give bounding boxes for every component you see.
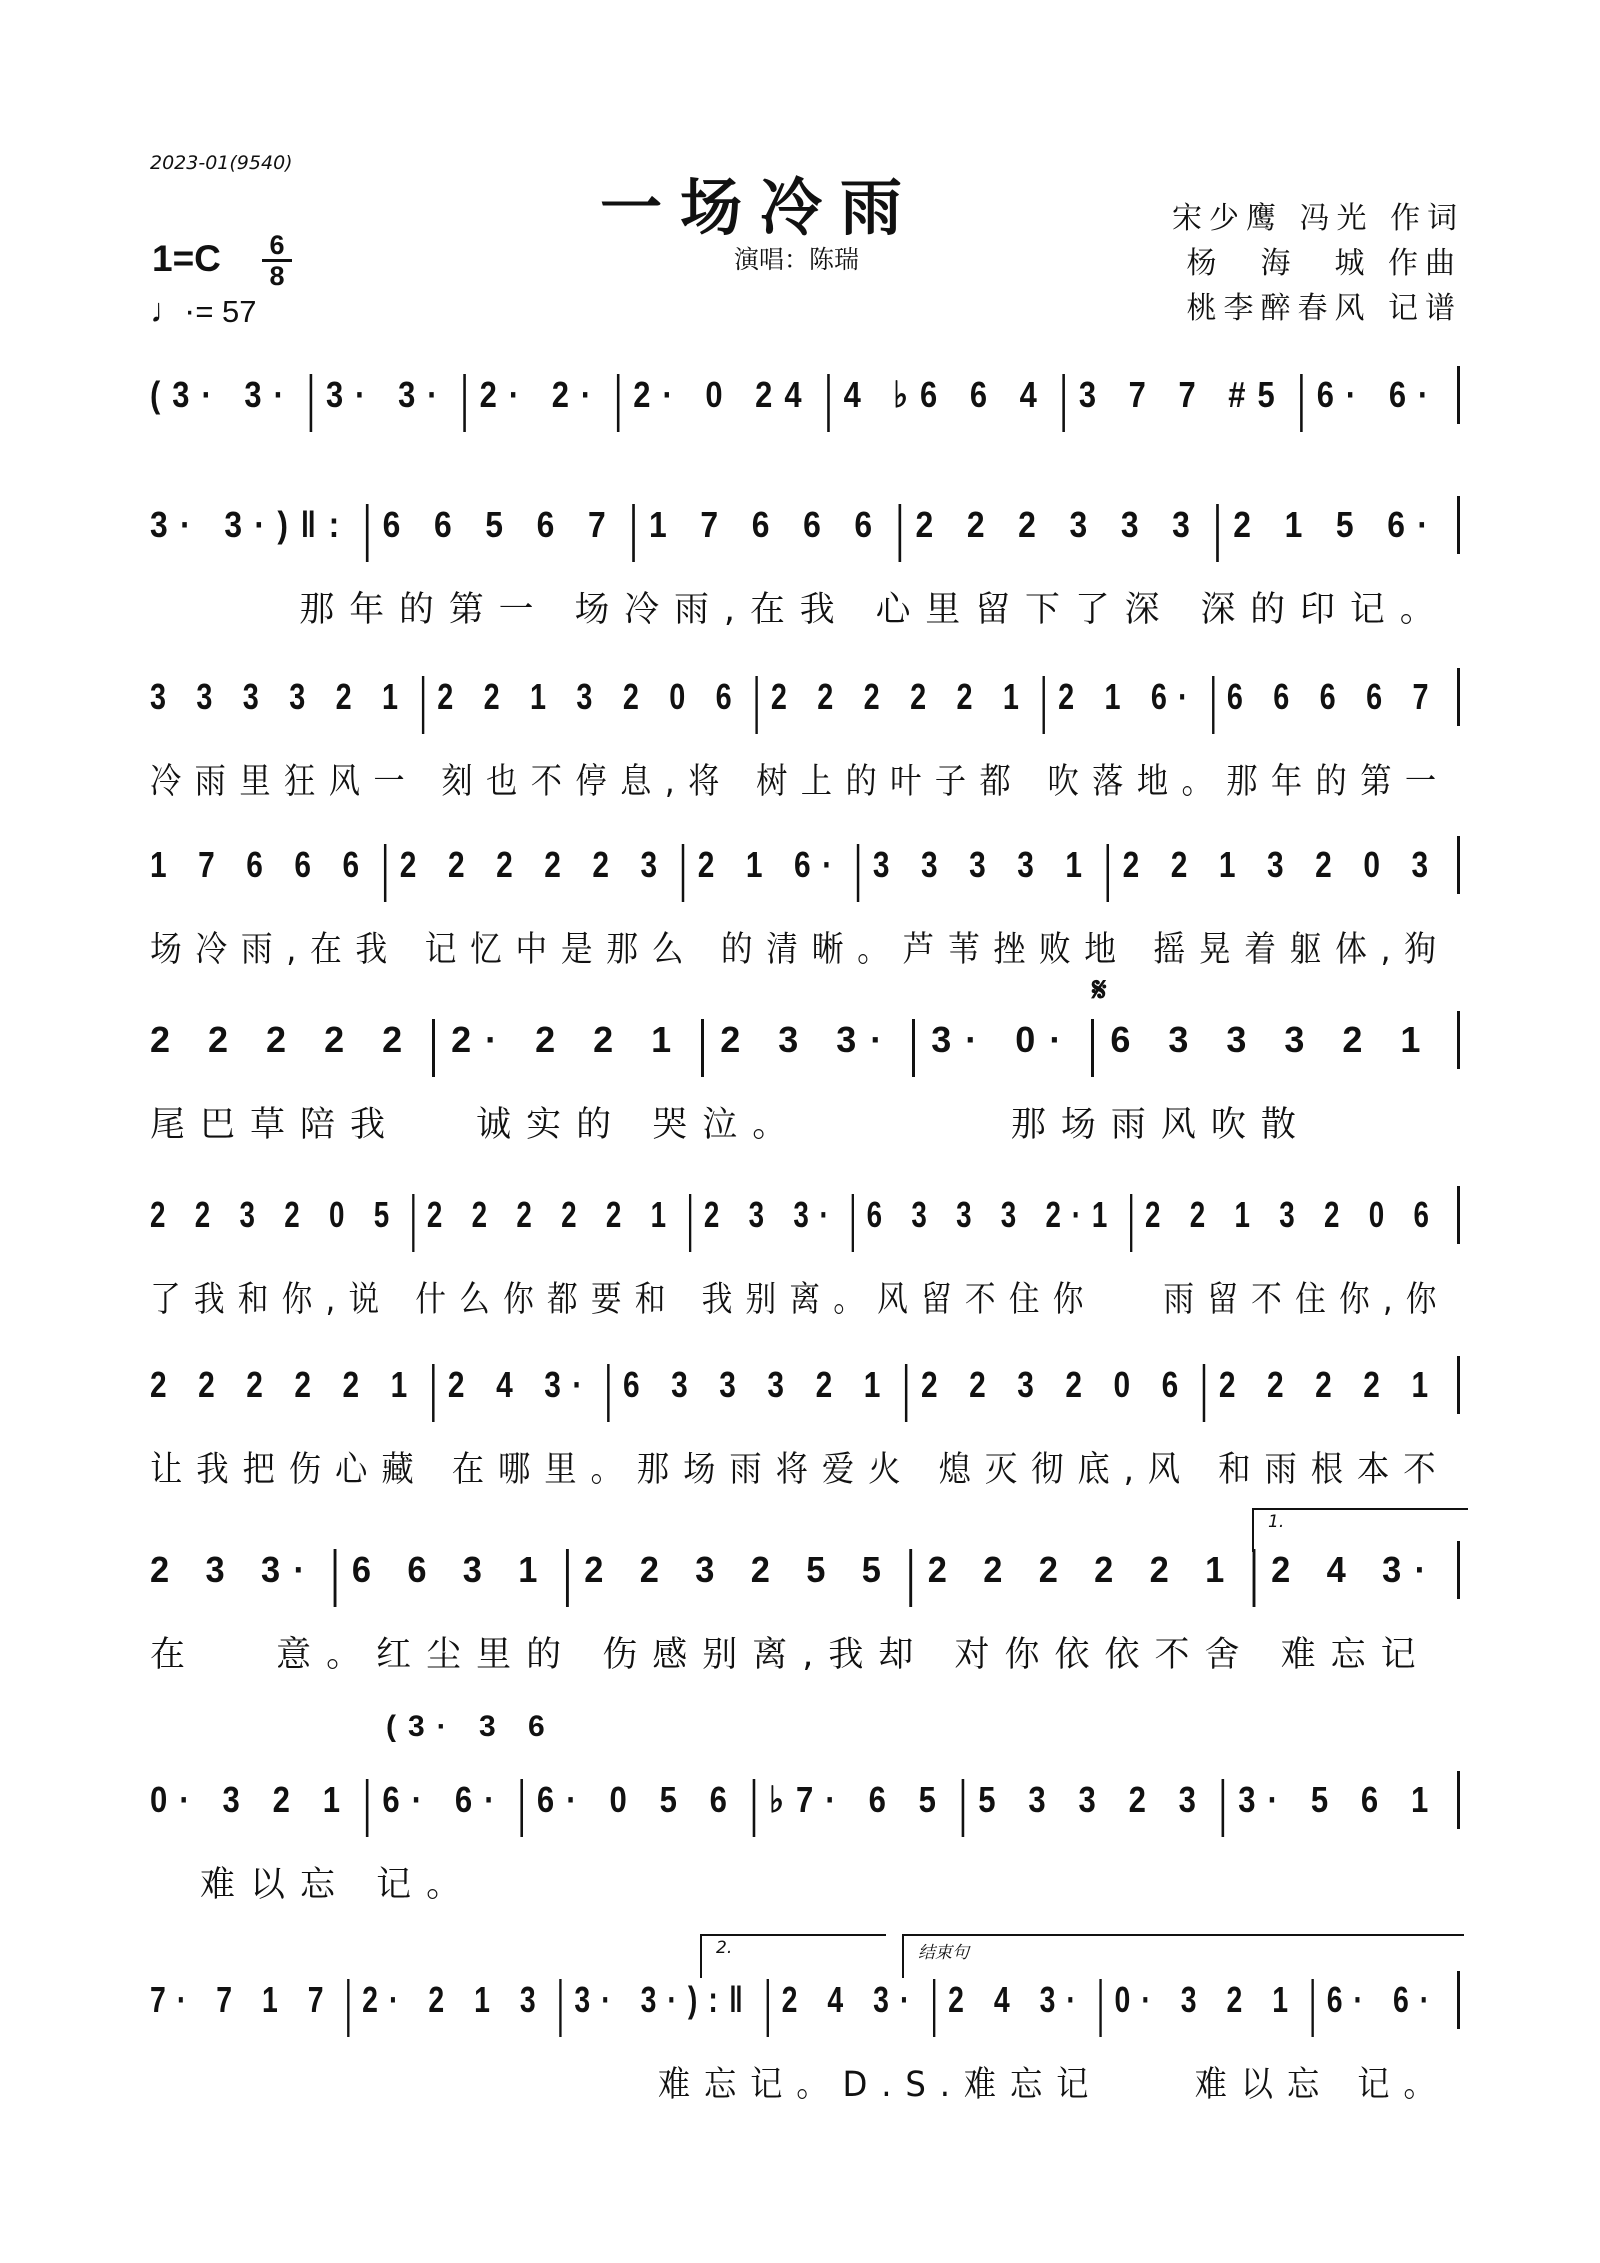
- notes-line: [150, 1545, 1440, 1595]
- measure: 3· 0·: [931, 1019, 1076, 1060]
- lyrics-line: 尾巴草陪我 诚实的 哭泣。 那场雨风吹散: [150, 1105, 1311, 1145]
- bar-line: [1457, 1971, 1460, 2029]
- volta-second: [700, 1934, 886, 1978]
- measure: 2· 2·: [479, 374, 604, 415]
- bar-line: [1457, 1011, 1460, 1069]
- bar-line: [310, 374, 313, 432]
- bar-line: [1212, 676, 1214, 734]
- measure: 3· 3·):‖: [574, 1979, 755, 2020]
- measure: 0· 3 2 1: [150, 1779, 353, 1820]
- bar-line: [432, 1364, 434, 1422]
- measure: 3· 3·: [325, 374, 450, 415]
- bar-line: [1091, 1019, 1094, 1077]
- measure: 2 2 1 3 2 0 3: [1122, 844, 1440, 885]
- measure: 7· 7 1 7: [150, 1979, 335, 2020]
- notes-line: [150, 1775, 1440, 1825]
- bar-line: [1457, 1541, 1460, 1599]
- measure: 2 3 3·: [720, 1019, 897, 1060]
- measure: 3 3 3 3 2 1: [150, 676, 410, 717]
- measure: (3· 3·: [150, 374, 296, 415]
- ending-label: 结束句: [918, 1943, 969, 1963]
- bar-line: [1312, 1979, 1314, 2037]
- ending-bracket: [902, 1934, 1464, 1978]
- bar-line: [1107, 844, 1109, 902]
- bar-line: [463, 374, 466, 432]
- bar-line: [1457, 1186, 1460, 1244]
- bar-line: [1457, 836, 1460, 894]
- lyrics-line: 在 意。红尘里的 伤感别离,我却 对你依依不舍 难忘记: [150, 1635, 1431, 1675]
- bar-line: [1130, 1194, 1132, 1252]
- composer-credit: 杨 海 城 作曲: [1186, 246, 1462, 281]
- measure: 3· 5 6 1: [1238, 1779, 1441, 1820]
- measure: 2 2 2 2 2: [150, 1019, 417, 1060]
- bar-line: [1253, 1549, 1256, 1607]
- measure: 6· 0 5 6: [536, 1779, 740, 1820]
- measure: 2· 2 2 1: [451, 1019, 686, 1060]
- bar-line: [607, 1364, 609, 1422]
- bar-line: [412, 1194, 414, 1252]
- bar-line: [827, 374, 830, 432]
- lyrics-line: 难忘记。D.S.难忘记 难以忘 记。: [150, 2065, 1450, 2105]
- notes-line: [150, 1975, 1440, 2025]
- tempo-value: = 57: [195, 294, 257, 329]
- bar-line: [905, 1364, 907, 1422]
- segno-sign: 𝄋: [1092, 970, 1107, 1010]
- measure: 2 2 2 2 2 1: [770, 676, 1031, 717]
- bar-line: [617, 374, 620, 432]
- measure: 0· 3 2 1: [1114, 1979, 1300, 2020]
- meter-top: 6: [269, 230, 285, 260]
- bar-line: [912, 1019, 915, 1077]
- bar-line: [1222, 1779, 1225, 1837]
- meter-bottom: 8: [269, 261, 285, 291]
- notes-line: [150, 1360, 1440, 1410]
- measure: 6 3 3 3 2·1: [866, 1194, 1119, 1235]
- notes-line: [150, 1015, 1434, 1065]
- measure: 2 1 6·: [697, 844, 844, 885]
- dotted-quarter-note-icon: ♩·: [150, 292, 196, 330]
- notes-line: [150, 500, 1440, 550]
- measure: 4 ♭6 6 4: [843, 374, 1049, 415]
- measure: 6 3 3 3 2 1: [623, 1364, 892, 1405]
- notes-line: [150, 672, 1440, 722]
- measure: 6· 6·: [382, 1779, 507, 1820]
- measure: 5 3 3 2 3: [978, 1779, 1209, 1820]
- bar-line: [767, 1979, 769, 2037]
- notes-line: [150, 840, 1440, 890]
- bar-line: [559, 1979, 561, 2037]
- measure: 2 3 3·: [150, 1549, 319, 1590]
- bar-line: [689, 1194, 691, 1252]
- measure: 1 7 6 6 6: [649, 504, 885, 545]
- bar-line: [701, 1019, 704, 1077]
- lyrics-line: 场冷雨,在我 记忆中是那么 的清晰。芦苇挫败地 摇晃着躯体,狗: [150, 930, 1450, 970]
- measure: 3· 3·)‖:: [150, 504, 352, 545]
- bar-line: [432, 1019, 435, 1077]
- measure: 2 2 3 2 5 5: [584, 1549, 895, 1590]
- measure: 2 1 6·: [1058, 676, 1199, 717]
- bar-line: [1457, 1356, 1460, 1414]
- measure: 2 4 3·: [447, 1364, 594, 1405]
- lyrics-line: 难以忘 记。: [150, 1865, 477, 1905]
- key-signature: 1=C: [152, 238, 221, 279]
- measure: 3 7 7 #5: [1078, 374, 1287, 415]
- measure: 6 3 3 3 2 1: [1110, 1019, 1435, 1060]
- measure: 2 2 1 3 2 0 6: [1145, 1194, 1440, 1235]
- measure: 2 3 3·: [703, 1194, 840, 1235]
- bar-line: [384, 844, 386, 902]
- measure: 2 2 3 2 0 6: [920, 1364, 1190, 1405]
- measure: 2 4 3·: [948, 1979, 1087, 2020]
- measure: 6 6 6 6 7: [1226, 676, 1440, 717]
- bar-line: [521, 1779, 524, 1837]
- singer-credit: 演唱：陈瑞: [734, 245, 860, 274]
- notes-line: [150, 370, 1440, 420]
- measure: 6· 6·: [1326, 1979, 1441, 2020]
- bar-line: [566, 1549, 569, 1607]
- bar-line: [962, 1779, 965, 1837]
- alternate-phrase: (3· 3 6: [386, 1710, 557, 1743]
- song-title: 一场冷雨: [600, 171, 921, 244]
- bar-line: [933, 1979, 935, 2037]
- measure: 2 2 2 2 2 3: [399, 844, 669, 885]
- measure: 2· 0 24: [633, 374, 814, 415]
- measure: 1 7 6 6 6: [150, 844, 371, 885]
- bar-line: [857, 844, 859, 902]
- credits-block: [1172, 196, 1465, 331]
- measure: 2 1 5 6·: [1233, 504, 1441, 545]
- bar-line: [366, 504, 369, 562]
- bar-line: [852, 1194, 854, 1252]
- bar-line: [756, 676, 758, 734]
- lyrics-line: 那年的第一 场冷雨,在我 心里留下了深 深的印记。: [150, 590, 1450, 630]
- measure: 2 2 3 2 0 5: [150, 1194, 400, 1235]
- bar-line: [1043, 676, 1045, 734]
- bar-line: [1063, 374, 1066, 432]
- bar-line: [682, 844, 684, 902]
- measure: 2 2 2 2 2 1: [150, 1364, 419, 1405]
- bar-line: [1457, 668, 1460, 726]
- measure: ♭7· 6 5: [769, 1779, 949, 1820]
- bar-line: [1457, 496, 1460, 554]
- bar-line: [366, 1779, 369, 1837]
- transcriber-credit: 桃李醉春风 记谱: [1186, 291, 1462, 326]
- measure: 6 6 5 6 7: [382, 504, 619, 545]
- bar-line: [1203, 1364, 1205, 1422]
- measure: 2 2 2 2 2 1: [927, 1549, 1238, 1590]
- measure: 2 2 2 2 2 1: [426, 1194, 677, 1235]
- notes-line: [150, 1190, 1440, 1240]
- bar-line: [1100, 1979, 1102, 2037]
- bar-line: [334, 1549, 337, 1607]
- bar-line: [632, 504, 635, 562]
- bar-line: [910, 1549, 913, 1607]
- bar-line: [1457, 1771, 1460, 1829]
- measure: 2 2 2 2 1: [1218, 1364, 1440, 1405]
- time-signature: [262, 232, 292, 289]
- bar-line: [899, 504, 902, 562]
- bar-line: [1457, 366, 1460, 424]
- lyricist-credit: 宋少鹰 冯光 作词: [1172, 201, 1465, 236]
- volta-first-label: 1.: [1268, 1512, 1285, 1532]
- measure: 6 6 3 1: [351, 1549, 551, 1590]
- lyrics-line: 了我和你,说 什么你都要和 我别离。风留不住你 雨留不住你,你: [150, 1280, 1450, 1320]
- score-code: 2023-01(9540): [150, 152, 293, 174]
- measure: 2 4 3·: [1271, 1549, 1440, 1590]
- bar-line: [1216, 504, 1219, 562]
- measure: 2· 2 1 3: [362, 1979, 547, 2020]
- volta-second-label: 2.: [716, 1938, 733, 1958]
- bar-line: [422, 676, 424, 734]
- measure: 2 4 3·: [781, 1979, 921, 2020]
- bar-line: [1300, 374, 1303, 432]
- lyrics-line: 冷雨里狂风一 刻也不停息,将 树上的叶子都 吹落地。那年的第一: [150, 762, 1450, 802]
- bar-line: [753, 1779, 756, 1837]
- lyrics-line: 让我把伤心藏 在哪里。那场雨将爱火 熄灭彻底,风 和雨根本不: [150, 1450, 1450, 1490]
- tempo-mark: [150, 292, 257, 331]
- measure: 2 2 2 3 3 3: [915, 504, 1203, 545]
- measure: 2 2 1 3 2 0 6: [437, 676, 743, 717]
- measure: 6· 6·: [1316, 374, 1441, 415]
- bar-line: [347, 1979, 349, 2037]
- measure: 3 3 3 3 1: [872, 844, 1094, 885]
